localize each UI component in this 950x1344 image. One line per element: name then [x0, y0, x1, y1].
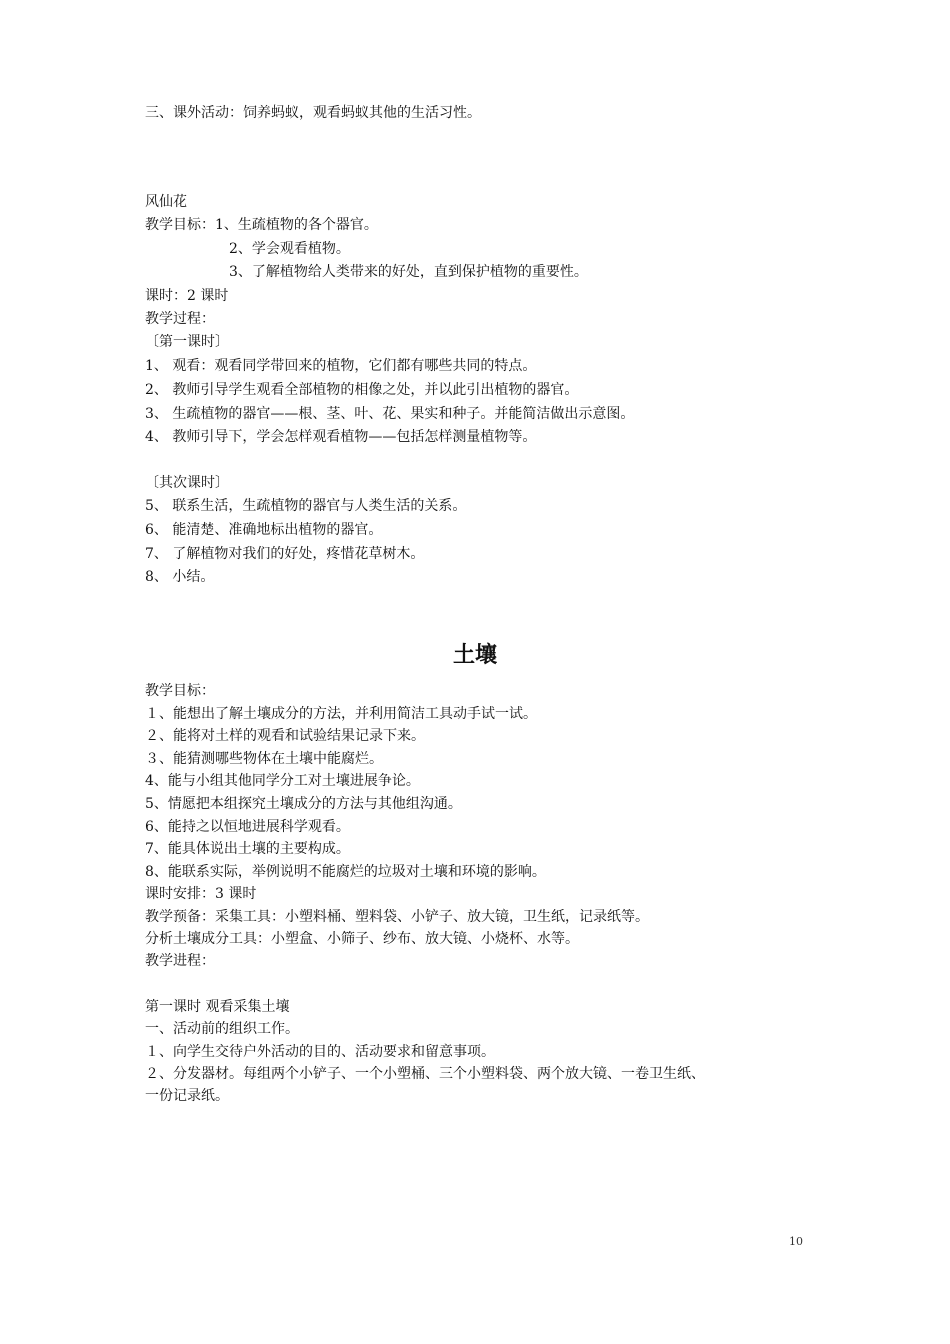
text-line: 教学目标：1、生疏植物的各个器官。 — [145, 217, 378, 233]
text-line: 〔第一课时〕 — [145, 334, 229, 350]
list-item: ３、能猜测哪些物体在土壤中能腐烂。 — [145, 751, 383, 767]
list-item: 1、 观看：观看同学带回来的植物，它们都有哪些共同的特点。 — [145, 358, 537, 374]
text-line: 3、了解植物给人类带来的好处，直到保护植物的重要性。 — [229, 264, 588, 280]
list-item: 4、 教师引导下，学会怎样观看植物——包括怎样测量植物等。 — [145, 429, 537, 445]
text-line: 教学预备：采集工具：小塑料桶、塑料袋、小铲子、放大镜，卫生纸，记录纸等。 — [145, 909, 649, 925]
list-item: 8、能联系实际，举例说明不能腐烂的垃圾对土壤和环境的影响。 — [145, 864, 546, 880]
list-item: 2、 教师引导学生观看全部植物的相像之处，并以此引出植物的器官。 — [145, 382, 579, 398]
text-line: 第一课时 观看采集土壤 — [145, 999, 290, 1015]
text-line: 一份记录纸。 — [145, 1088, 229, 1104]
list-item: １、能想出了解土壤成分的方法，并利用简洁工具动手试一试。 — [145, 706, 537, 722]
text-line: 2、学会观看植物。 — [229, 241, 350, 257]
list-item: 7、 了解植物对我们的好处，疼惜花草树木。 — [145, 546, 425, 562]
list-item: 6、 能清楚、准确地标出植物的器官。 — [145, 522, 383, 538]
list-item: ２、能将对土样的观看和试验结果记录下来。 — [145, 728, 425, 744]
list-item: １、向学生交待户外活动的目的、活动要求和留意事项。 — [145, 1044, 495, 1060]
list-item: 6、能持之以恒地进展科学观看。 — [145, 819, 350, 835]
list-item: 8、 小结。 — [145, 569, 215, 585]
list-item: 7、能具体说出土壤的主要构成。 — [145, 841, 350, 857]
text-line: 教学过程： — [145, 311, 215, 327]
text-line: 〔其次课时〕 — [145, 475, 229, 491]
text-line: 一、活动前的组织工作。 — [145, 1021, 299, 1037]
lesson-title: 风仙花 — [145, 194, 187, 210]
list-item: 3、 生疏植物的器官——根、茎、叶、花、果实和种子。并能简洁做出示意图。 — [145, 406, 635, 422]
text-line: 三、课外活动：饲养蚂蚁，观看蚂蚁其他的生活习性。 — [145, 105, 481, 121]
list-item: 5、情愿把本组探究土壤成分的方法与其他组沟通。 — [145, 796, 462, 812]
text-line: 教学目标： — [145, 683, 215, 699]
section-title: 土壤 — [452, 643, 497, 668]
list-item: ２、分发器材。每组两个小铲子、一个小塑桶、三个小塑料袋、两个放大镜、一卷卫生纸、 — [145, 1066, 705, 1082]
text-line: 分析土壤成分工具：小塑盒、小筛子、纱布、放大镜、小烧杯、水等。 — [145, 931, 579, 947]
text-line: 课时：2 课时 — [145, 288, 229, 304]
text-line: 教学进程： — [145, 953, 215, 969]
list-item: 5、 联系生活，生疏植物的器官与人类生活的关系。 — [145, 498, 467, 514]
page-number: 10 — [789, 1235, 803, 1248]
list-item: 4、能与小组其他同学分工对土壤进展争论。 — [145, 773, 420, 789]
text-line: 课时安排：3 课时 — [145, 886, 257, 902]
